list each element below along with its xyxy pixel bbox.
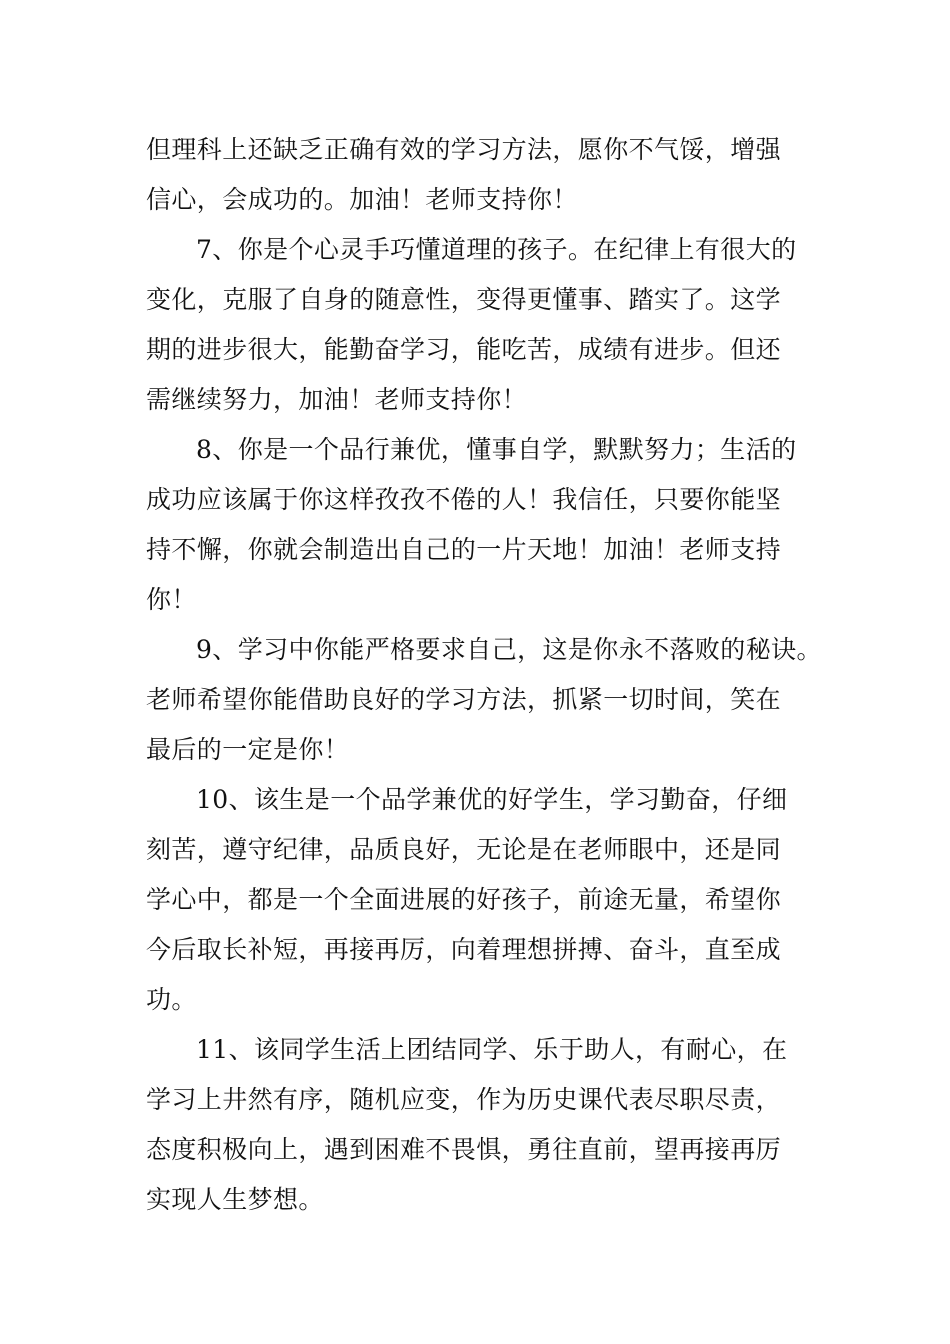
text-line: 持不懈，你就会制造出自己的一片天地！加油！老师支持: [146, 535, 782, 564]
text-line: 老师希望你能借助良好的学习方法，抓紧一切时间，笑在: [146, 685, 782, 714]
text-line: 态度积极向上，遇到困难不畏惧，勇往直前，望再接再厉: [146, 1135, 782, 1164]
text-line: 学习上井然有序，随机应变，作为历史课代表尽职尽责，: [146, 1085, 782, 1114]
paragraph-first-line: 10、该生是一个品学兼优的好学生，学习勤奋，仔细: [196, 785, 788, 814]
text-line: 信心，会成功的。加油！老师支持你！: [146, 185, 578, 214]
paragraph-first-line: 8、你是一个品行兼优，懂事自学，默默努力；生活的: [196, 435, 797, 464]
text-line: 学心中，都是一个全面进展的好孩子，前途无量，希望你: [146, 885, 782, 914]
paragraph-first-line: 9、学习中你能严格要求自己，这是你永不落败的秘诀。: [196, 635, 822, 664]
text-line: 今后取长补短，再接再厉，向着理想拼搏、奋斗，直至成: [146, 935, 782, 964]
text-line: 你！: [146, 585, 197, 614]
text-line: 刻苦，遵守纪律，品质良好，无论是在老师眼中，还是同: [146, 835, 782, 864]
text-line: 成功应该属于你这样孜孜不倦的人！我信任，只要你能坚: [146, 485, 782, 514]
text-line: 功。: [146, 985, 197, 1014]
paragraph-first-line: 7、你是个心灵手巧懂道理的孩子。在纪律上有很大的: [196, 235, 797, 264]
text-line: 变化，克服了自身的随意性，变得更懂事、踏实了。这学: [146, 285, 782, 314]
paragraph-first-line: 11、该同学生活上团结同学、乐于助人，有耐心，在: [196, 1035, 788, 1064]
text-line: 需继续努力，加油！老师支持你！: [146, 385, 528, 414]
text-line: 最后的一定是你！: [146, 735, 350, 764]
text-line: 但理科上还缺乏正确有效的学习方法，愿你不气馁，增强: [146, 135, 782, 164]
text-line: 期的进步很大，能勤奋学习，能吃苦，成绩有进步。但还: [146, 335, 782, 364]
text-line: 实现人生梦想。: [146, 1185, 324, 1214]
